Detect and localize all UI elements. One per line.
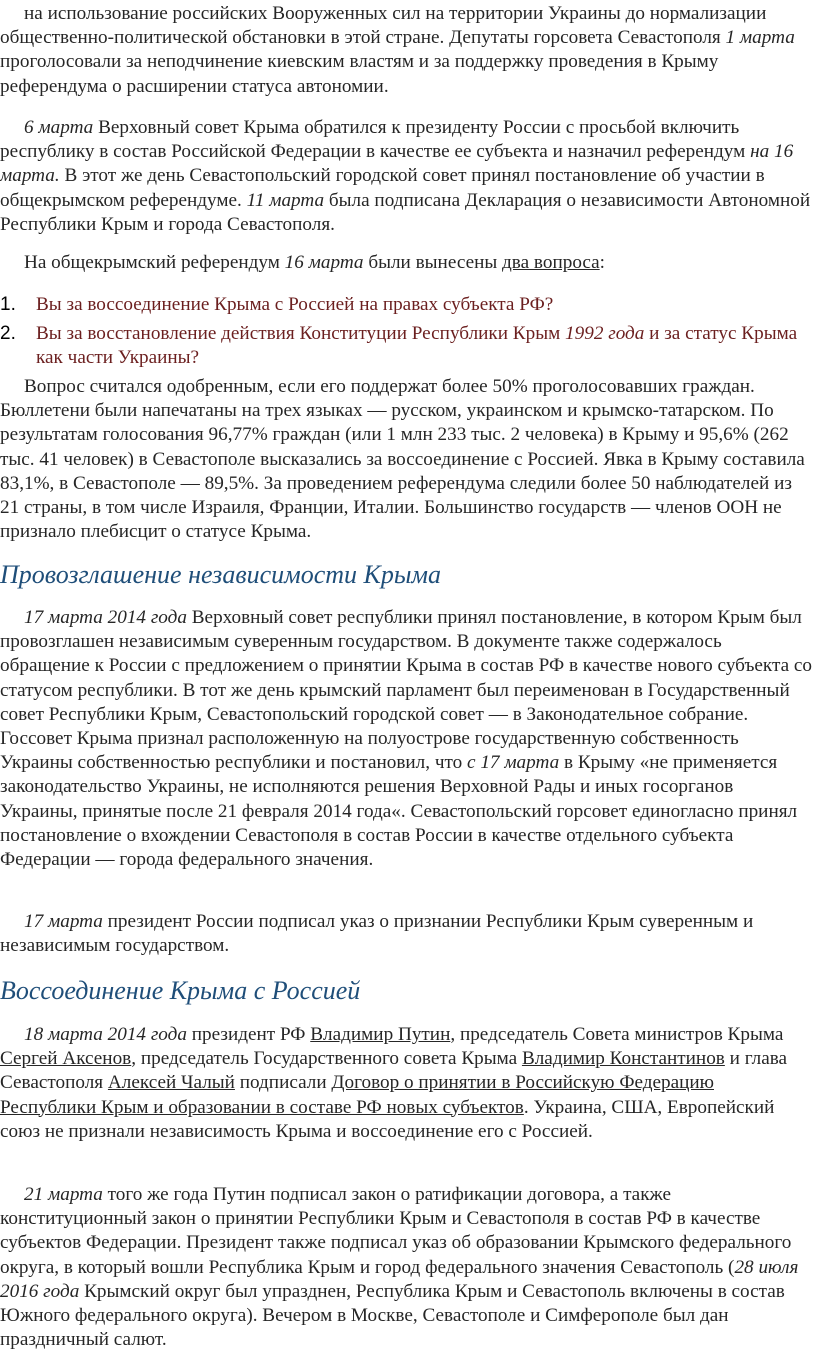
chaly-link[interactable]: Алексей Чалый <box>107 1072 235 1094</box>
text: президент РФ <box>186 1024 311 1045</box>
paragraph-referendum-intro <box>0 251 812 275</box>
text: была подписана Декларация о независимости Автономной Республики Крым и города Севастополя. <box>0 189 811 235</box>
paragraph-referendum-results <box>0 375 812 544</box>
date: 18 марта 2014 года <box>24 1024 187 1045</box>
treaty-link[interactable]: Договор о принятии в Российскую Федерацию Республики Крым и образовании в составе РФ новых субъектов <box>0 1072 714 1118</box>
date: 17 марта <box>24 911 103 932</box>
text: того же года Путин подписал закон о ратификации договора, а также конституционный закон о принятии Республики Крым и Севастополя в состав РФ в качестве субъектов Федерации. Президент также подписал указ об образовании Крымского федерального округа, в который вошли Республика Крым и город федерального значения Севастополь ( <box>0 1184 792 1278</box>
date: 1 марта <box>725 27 795 49</box>
date: 6 марта <box>24 117 94 138</box>
date: 11 марта <box>246 189 325 211</box>
text: , председатель Совета министров Крыма <box>450 1024 784 1045</box>
text: подписали <box>234 1072 332 1094</box>
paragraph-sovereignty-decree <box>0 910 812 958</box>
text: в Крыму «не применяется законодательство Украины, не исполняются решения Верховной Рады и иных госорганов Украины, принятые после 21 февраля 2014 года«. Севастопольский горсовет единогласно принял постановление о вхождении Севастополя в состав России в качестве отдельного субъекта Федерации — города федерального значения. <box>0 752 798 871</box>
question-item-1 <box>0 293 812 317</box>
date: 17 марта 2014 года <box>24 607 187 628</box>
list-number: 1. <box>0 294 16 315</box>
text: проголосовали за неподчинение киевским властям и за поддержку проведения в Крыму референдума о расширении статуса автономии. <box>0 51 719 97</box>
konstantinov-link[interactable]: Владимир Константинов <box>521 1048 725 1070</box>
question-item-2 <box>0 322 812 370</box>
paragraph-ratification <box>0 1183 812 1352</box>
text: Вопрос считался одобренным, если его поддержат более 50% проголосовавших граждан. Бюллетени были напечатаны на трех языках — русском, украинском и крымско-татарском. По результатам голосования 96,77% граждан (или 1 млн 233 тыс. 2 человека) в Крыму и 95,6% (262 тыс. 41 человек) в Севастополе высказались за воссоединение с Россией. Явка в Крыму составила 83,1%, в Севастополе — 89,5%. За проведением референдума следили более 50 наблюдателей из 21 страны, в том числе Израиля, Франции, Италии. Большинство государств — членов ООН не признало плебисцит о статусе Крыма. <box>0 376 805 543</box>
aksenov-link[interactable]: Сергей Аксенов <box>0 1048 132 1070</box>
text: : <box>599 252 605 273</box>
text: и глава Севастополя <box>0 1048 788 1094</box>
question-text: Вы за воссоединение Крыма с Россией на правах субъекта РФ? <box>36 294 554 315</box>
text: Верховный совет Крыма обратился к президенту России с просьбой включить республику в состав Российской Федерации в качестве ее субъекта и назначил референдум <box>0 117 751 163</box>
paragraph-supreme-council-appeal <box>0 116 812 237</box>
heading-independence: Провозглашение независимости Крыма <box>0 560 442 589</box>
two-questions-link[interactable]: два вопроса <box>502 252 600 273</box>
text: на использование российских Вооруженных сил на территории Украины до нормализации общественно-политической обстановки в этой стране. Депутаты горсовета Севастополя <box>0 3 767 49</box>
heading-reunification: Воссоединение Крыма с Россией <box>0 976 361 1005</box>
paragraph-independence-declared <box>0 606 812 872</box>
text: Верховный совет республики принял постановление, в котором Крым был провозглашен независимым суверенным государством. В документе также содержалось обращение к России с предложением о принятии Крыма в состав РФ в качестве нового субъекта со статусом республики. В тот же день крымский парламент был переименован в Государственный совет Республики Крым, Севастопольский городской совет — в Законодательное собрание. Госсовет Крыма признал расположенную на полуострове государственную собственность Украины собственностью республики и постановил, что <box>0 607 813 774</box>
text: , председатель Государственного совета Крыма <box>131 1048 522 1070</box>
question-text: Вы за восстановление действия Конституции Республики Крым <box>36 323 566 345</box>
paragraph-sevastopol-vote <box>0 2 812 99</box>
text: Крымский округ был упразднен, Республика Крым и Севастополь включены в состав Южного федерального округа). Вечером в Москве, Севастополе и Симферополе был дан праздничный салют. <box>0 1280 785 1351</box>
date: 28 июля 2016 года <box>0 1256 799 1302</box>
text: президент России подписал указ о признании Республики Крым суверенным и независимым государством. <box>0 911 754 957</box>
question-text: и за статус Крыма как части Украины? <box>36 323 798 369</box>
date: с 17 марта <box>467 752 560 774</box>
text: были вынесены <box>363 252 503 273</box>
referendum-questions-list <box>0 293 812 371</box>
paragraph-treaty-signing <box>0 1023 812 1144</box>
date: 21 марта <box>24 1184 103 1205</box>
date: 16 марта <box>284 252 364 273</box>
text: На общекрымский референдум <box>24 252 285 273</box>
text: . Украина, США, Европейский союз не признали независимость Крыма и воссоединение его с Россией. <box>0 1096 775 1142</box>
date: на 16 марта. <box>0 141 794 187</box>
date: 1992 года <box>565 323 645 345</box>
list-number: 2. <box>0 323 16 345</box>
text: В этот же день Севастопольский городской совет принял постановление об участии в общекрымском референдуме. <box>0 165 765 211</box>
putin-link[interactable]: Владимир Путин <box>310 1024 451 1045</box>
